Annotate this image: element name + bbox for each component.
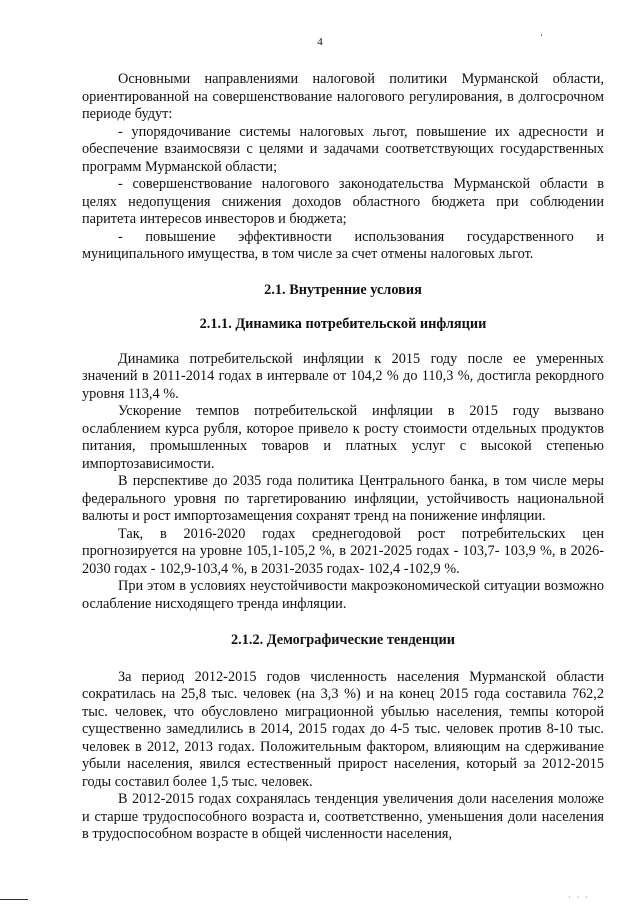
footer-rule bbox=[0, 899, 28, 900]
body-paragraph: За период 2012-2015 годов численность населения Мурманской области сократилась на 25,8 тыс. человек (на 3,3 %) и на конец 2015 года составила 762,2 тыс. человек, что обусловлено миграционной убылью населения, темпы которой существенно замедлились в 2014, 2015 годах до 4-5 тыс. человек против 8-10 тыс. человек в 2012, 2013 годах. Положительным фактором, влияющим на сдерживание убыли населения, явился естественный прирост населения, который за 2012-2015 годы составил более 1,5 тыс. человек. bbox=[82, 668, 604, 790]
footer-marks: · · · bbox=[568, 893, 590, 902]
intro-lead: Основными направлениями налоговой политики Мурманской области, ориентированной на совершенствование налогового регулирования, в долгосрочном периоде будут: bbox=[82, 71, 604, 122]
section-heading: 2.1. Внутренние условия bbox=[264, 281, 422, 298]
page-number: 4 bbox=[317, 36, 323, 48]
body-paragraph: Так, в 2016-2020 годах среднегодовой рост потребительских цен прогнозируется на уровне 105,1-105,2 %, в 2021-2025 годах - 103,7- 103,9 %, в 2026-2030 годах - 102,9-103,4 %, в 2031-2035 годах- 102,4 -102,9 %. bbox=[82, 525, 604, 577]
intro-item: - повышение эффективности использования государственного и муниципального имущества, в том числе за счет отмены налоговых льгот. bbox=[82, 228, 604, 262]
subsection-heading: 2.1.1. Динамика потребительской инфляции bbox=[199, 316, 487, 332]
body-paragraph: В перспективе до 2035 года политика Центрального банка, в том числе меры федерального уровня по таргетированию инфляции, устойчивость национальной валюты и рост импортозамещения сохранят тренд на понижение инфляции. bbox=[82, 473, 604, 524]
body-paragraph: При этом в условиях неустойчивости макроэкономической ситуации возможно ослабление нисходящего тренда инфляции. bbox=[82, 578, 604, 612]
document-body bbox=[82, 71, 604, 844]
body-paragraph: Динамика потребительской инфляции к 2015 году после ее умеренных значений в 2011-2014 годах в интервале от 104,2 % до 110,3 %, достигла рекордного уровня 113,4 %. bbox=[82, 350, 604, 402]
scan-speck bbox=[541, 34, 542, 36]
intro-item: - упорядочивание системы налоговых льгот, повышение их адресности и обеспечение взаимосвязи с целями и задачами соответствующих государственных программ Мурманской области; bbox=[82, 123, 604, 175]
subsection-heading: 2.1.2. Демографические тенденции bbox=[231, 632, 455, 648]
body-paragraph: Ускорение темпов потребительской инфляции в 2015 году вызвано ослаблением курса рубля, которое привело к росту стоимости отдельных продуктов питания, промышленных товаров и платных услуг с высокой степенью импортозависимости. bbox=[82, 403, 604, 472]
intro-item: - совершенствование налогового законодательства Мурманской области в целях недопущения снижения доходов областного бюджета при соблюдении паритета интересов инвесторов и бюджета; bbox=[82, 176, 604, 227]
body-paragraph: В 2012-2015 годах сохранялась тенденция увеличения доли населения моложе и старше трудоспособного возраста и, соответственно, уменьшения доли населения в трудоспособном возрасте в общей численности населения, bbox=[82, 791, 604, 842]
